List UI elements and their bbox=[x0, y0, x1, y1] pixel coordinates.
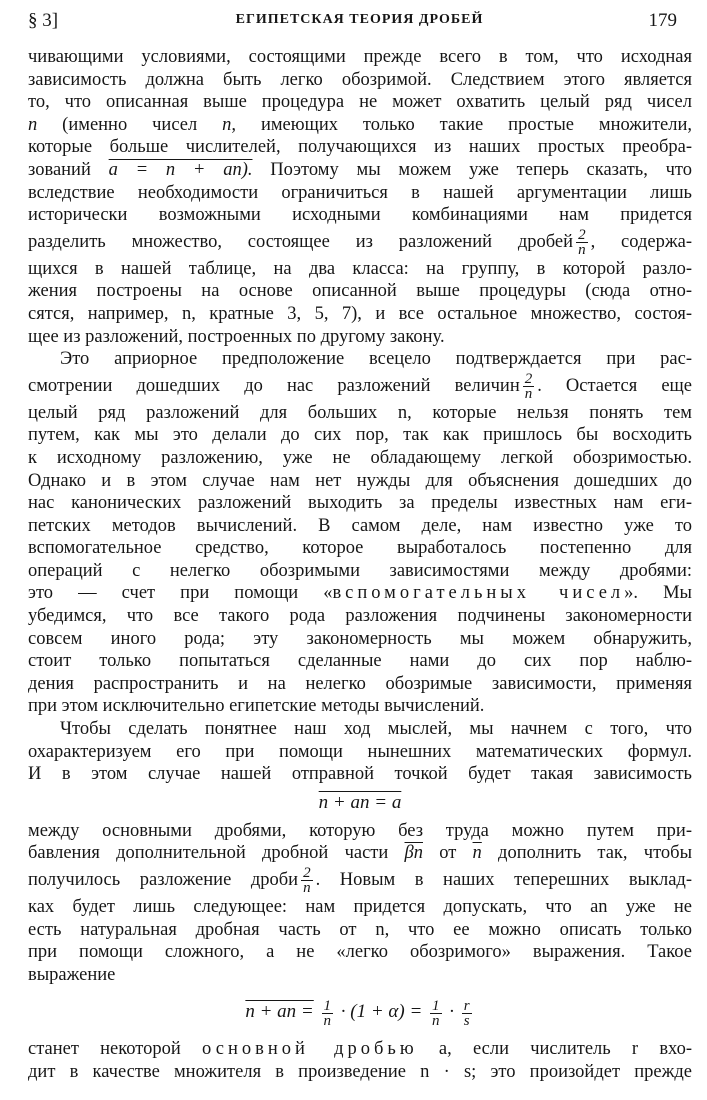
text-line: убедимся, что все такого рода разложения подчинены закономерности bbox=[28, 606, 692, 627]
fraction-numerator: 2 bbox=[303, 865, 311, 882]
text-line: И в этом случае нашей отправной точкой будет такая зависимость bbox=[28, 764, 692, 785]
text-line bbox=[28, 371, 692, 402]
text-line bbox=[28, 114, 692, 137]
text-line: к исходному разложению, уже не обладающему легкой обозримостью. bbox=[28, 447, 692, 468]
text-line bbox=[28, 159, 692, 182]
text-fragment: . Новым в наших теперешних выклад- bbox=[315, 870, 692, 890]
text-fragment: зований bbox=[28, 159, 91, 180]
text-line: нас канонических разложений выходить за пределы известных нам еги- bbox=[28, 493, 692, 514]
text-fragment: от bbox=[439, 843, 457, 864]
fraction-denominator: s bbox=[463, 1012, 470, 1029]
text-line: щее из разложений, построенных по другому закону. bbox=[28, 326, 445, 347]
spaced-emphasis: вспомогательных чисел bbox=[332, 583, 625, 604]
text-line: между основными дробями, которую без труда можно путем при- bbox=[28, 820, 692, 841]
fraction bbox=[322, 999, 334, 1028]
text-line: операций с нелегко обозримыми зависимостями между дробями: bbox=[28, 560, 692, 581]
text-line: исторически возможными исходными комбинациями нам придется bbox=[28, 205, 692, 226]
text-line: которые больше числителей, получающихся из наших простых преобра- bbox=[28, 137, 692, 158]
text-fragment: смотрении дошедших до нас разложений величин bbox=[28, 375, 520, 396]
text-line bbox=[28, 1038, 692, 1061]
text-line: при этом исключительно египетские методы вычислений. bbox=[28, 696, 485, 717]
text-line: петских методов вычислений. В самом деле, нам известно уже то bbox=[28, 515, 692, 536]
text-line: чивающими условиями, состоящими прежде всего в том, что исходная bbox=[28, 47, 692, 67]
text-line: есть натуральная дробная часть от n, что ее можно описать только bbox=[28, 919, 692, 940]
fraction-denominator: n bbox=[303, 880, 311, 897]
fraction-denominator: n bbox=[323, 1012, 332, 1029]
fraction-numerator: 2 bbox=[524, 370, 533, 387]
text-fragment: бавления дополнительной дробной части bbox=[28, 843, 389, 864]
text-fragment: Поэтому мы можем уже теперь сказать, что bbox=[270, 159, 693, 180]
text-fragment: (именно чисел bbox=[62, 114, 198, 135]
text-line: жения построены на основе описанной выше процедуры (сюда отно- bbox=[28, 281, 692, 302]
fraction bbox=[301, 866, 313, 895]
formula-part: n + an = bbox=[245, 1001, 314, 1023]
display-formula: n + an = a bbox=[318, 791, 402, 813]
inline-formula: a = n + an). bbox=[108, 159, 253, 180]
text-line bbox=[28, 227, 692, 258]
fraction bbox=[523, 372, 535, 401]
fraction bbox=[576, 228, 588, 257]
text-fragment: , содержа- bbox=[590, 231, 692, 252]
page-body bbox=[28, 46, 692, 1084]
fraction-numerator: 1 bbox=[432, 997, 440, 1014]
text-line: выражение bbox=[28, 964, 116, 985]
text-line: охарактеризуем его при помощи нынешних математических формул. bbox=[28, 741, 692, 762]
fraction-denominator: n bbox=[578, 242, 586, 258]
fraction-numerator: r bbox=[463, 997, 470, 1014]
text-fragment: . Остается еще bbox=[537, 375, 692, 396]
text-line: вследствие необходимости ограничиться в нашей аргументации лишь bbox=[28, 182, 692, 203]
text-fragment: станет некоторой bbox=[28, 1039, 181, 1060]
math-var: $\overline{n}$ bbox=[472, 843, 482, 864]
text-fragment: разделить множество, состоящее из разложений дробей bbox=[28, 231, 574, 252]
fraction-denominator: n bbox=[524, 385, 533, 402]
text-line: путем, как мы это делали до сих пор, так как пришлось бы восходить bbox=[28, 425, 692, 446]
text-line: при помощи сложного, а не «легко обозримого» выражения. Такое bbox=[28, 942, 692, 963]
fraction bbox=[462, 999, 472, 1028]
formula-part: · bbox=[449, 1001, 455, 1023]
text-line bbox=[28, 842, 692, 865]
text-line: целый ряд разложений для больших n, которые нельзя понять тем bbox=[28, 402, 692, 423]
running-header bbox=[28, 8, 691, 38]
text-line: щихся в нашей таблице, на два класса: на группу, в которой разло- bbox=[28, 258, 692, 279]
text-line bbox=[28, 865, 692, 896]
page-number: 179 bbox=[648, 10, 677, 31]
text-line: зависимость должна быть легко обозримой. Следствием этого является bbox=[28, 69, 692, 90]
text-line bbox=[28, 582, 692, 605]
text-fragment: дополнить так, чтобы bbox=[498, 843, 692, 864]
chapter-title: ЕГИПЕТСКАЯ ТЕОРИЯ ДРОБЕЙ bbox=[235, 12, 484, 27]
text-line: Чтобы сделать понятнее наш ход мыслей, мы начнем с того, что bbox=[60, 719, 692, 740]
text-fragment: имеющих только такие простые множители, bbox=[260, 114, 693, 135]
spaced-emphasis: основной дробью bbox=[202, 1039, 418, 1060]
fraction-numerator: 1 bbox=[323, 997, 332, 1014]
text-fragment: получилось разложение дроби bbox=[28, 870, 299, 890]
math-var: n bbox=[28, 114, 38, 135]
math-var: $\overline{\beta n}$ bbox=[404, 843, 423, 864]
text-line: совсем иного рода; эту закономерность мы можем обнаружить, bbox=[28, 628, 692, 649]
text-line: дения распространить и на нелегко обозримые зависимости, применяя bbox=[28, 673, 692, 694]
text-line: стоит только попытаться сделанные нами до сих пор наблю- bbox=[28, 651, 692, 672]
text-fragment: ». Мы bbox=[624, 583, 692, 604]
math-var: n, bbox=[222, 114, 237, 135]
text-line: Однако и в этом случае нам нет нужды для объяснения дошедших до bbox=[28, 470, 692, 491]
text-line: сятся, например, n, кратные 3, 5, 7), и все остальное множество, состоя- bbox=[28, 303, 692, 324]
fraction-denominator: n bbox=[432, 1012, 440, 1029]
text-line: Это априорное предположение всецело подтверждается при рас- bbox=[60, 349, 692, 370]
fraction bbox=[430, 999, 442, 1028]
text-line: ках будет лишь следующее: нам придется допускать, что an уже не bbox=[28, 897, 692, 917]
section-marker: § 3] bbox=[28, 10, 59, 31]
text-line: дит в качестве множителя в произведение n · s; это произойдет прежде bbox=[28, 1061, 692, 1082]
display-formula bbox=[28, 986, 692, 1038]
text-fragment: это — счет при помощи « bbox=[28, 583, 333, 604]
text-line: вспомогательное средство, которое выработалось постепенно для bbox=[28, 538, 692, 559]
fraction-numerator: 2 bbox=[578, 227, 586, 243]
text-line: то, что описанная выше процедура не может охватить целый ряд чисел bbox=[28, 92, 692, 113]
text-fragment: a, если числитель r вхо- bbox=[438, 1039, 693, 1060]
formula-part: · (1 + α) = bbox=[340, 1001, 423, 1023]
